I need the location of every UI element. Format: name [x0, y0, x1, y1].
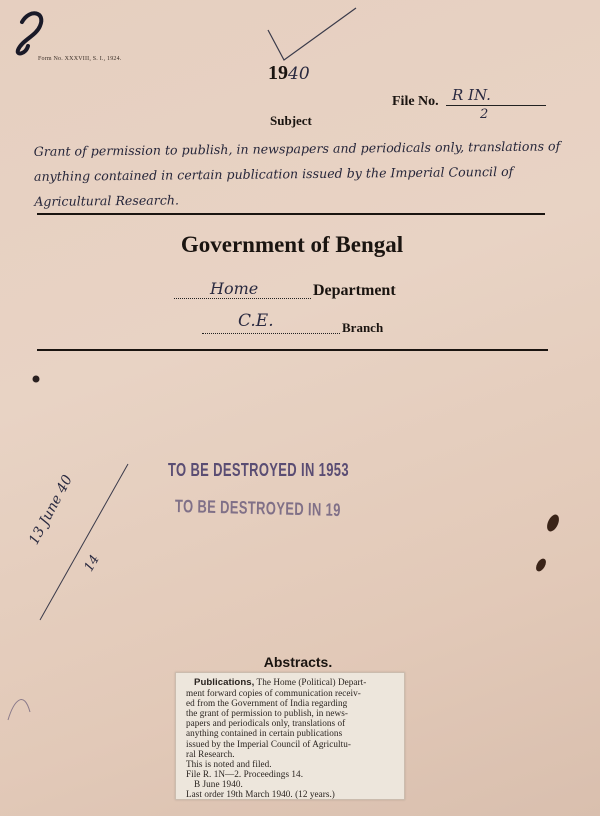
- divider-bottom: [37, 349, 548, 351]
- destroy-stamp-2: TO BE DESTROYED IN 19: [174, 496, 341, 521]
- abstract-line: B June 1940.: [194, 778, 243, 789]
- file-number-label: File No.: [392, 94, 439, 109]
- file-year: [268, 62, 310, 85]
- abstract-line: the grant of permission to publish, in news-: [186, 708, 348, 719]
- abstract-heading: Publications,: [194, 677, 255, 688]
- abstract-line: papers and periodicals only, translations of: [186, 718, 346, 729]
- abstract-line: issued by the Imperial Council of Agricultu-: [186, 738, 351, 749]
- department-line: [174, 298, 311, 299]
- abstract-line: anything contained in certain publications: [186, 728, 343, 739]
- abstracts-heading: Abstracts.: [263, 654, 333, 670]
- abstract-line: File R. 1N—2. Proceedings 14.: [186, 768, 304, 779]
- branch-value: C.E.: [238, 311, 274, 331]
- department-label: Department: [313, 282, 396, 299]
- file-number-line: [446, 105, 546, 106]
- file-number-sub: 2: [480, 107, 489, 122]
- government-title: Government of Bengal: [180, 232, 404, 257]
- destroy-stamp-1: TO BE DESTROYED IN 1953: [168, 460, 349, 480]
- abstract-line: ed from the Government of India regarding: [186, 698, 348, 709]
- abstract-line: This is noted and filed.: [186, 758, 272, 769]
- abstract-line: ral Research.: [186, 748, 235, 759]
- margin-number-note: 14: [81, 552, 103, 575]
- abstract-line: The Home (Political) Depart-: [256, 677, 367, 687]
- branch-line: [202, 333, 340, 334]
- subject-text: Grant of permission to publish, in newspapers and periodicals only, translations of anything contained in certain publication issued by the Imperial Council of Agricultural Research.: [33, 138, 561, 209]
- year-printed: 19: [268, 62, 288, 84]
- form-number: Form No. XXXVIII, S. I., 1924.: [38, 56, 122, 62]
- branch-label: Branch: [342, 320, 384, 335]
- year-handwritten: 40: [288, 64, 310, 84]
- file-number-value: R IN.: [452, 86, 491, 104]
- abstract-text: [186, 677, 396, 799]
- margin-date-note: 13 June 40: [26, 472, 77, 548]
- abstract-line: Last order 19th March 1940. (12 years.): [186, 789, 335, 800]
- divider-top: [37, 213, 545, 215]
- subject-heading: Subject: [270, 113, 312, 128]
- abstract-line: ment forward copies of communication receiv-: [186, 688, 361, 699]
- department-value: Home: [210, 279, 259, 298]
